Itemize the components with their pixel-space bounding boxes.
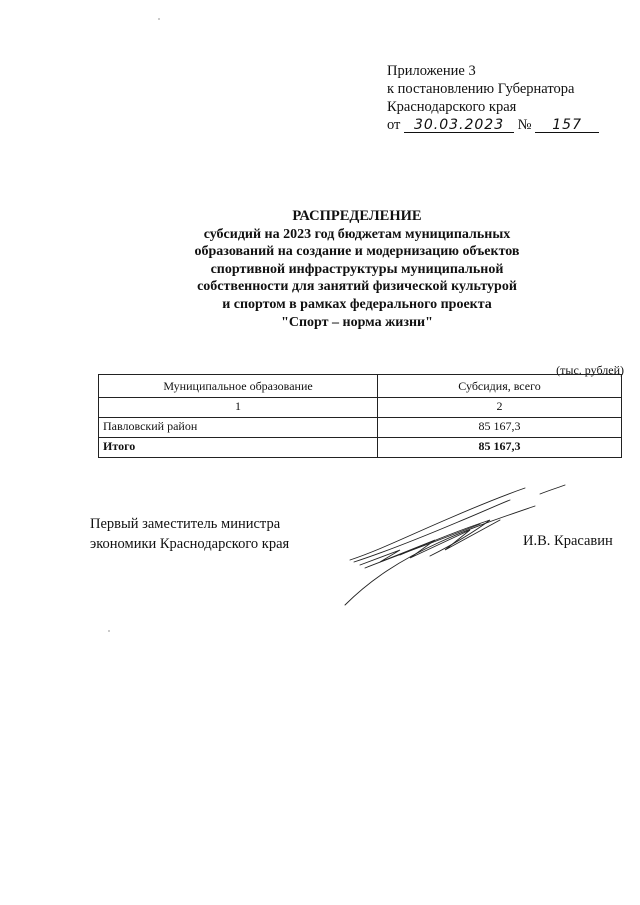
total-label: Итого (99, 438, 378, 458)
appendix-date-line (387, 116, 599, 134)
header-subsidy: Субсидия, всего (378, 375, 622, 398)
column-number: 2 (378, 398, 622, 418)
total-row (99, 438, 622, 458)
decree-date: 30.03.2023 (404, 118, 514, 133)
title-line: образований на создание и модернизацию объектов (194, 244, 520, 260)
subsidy-table (98, 374, 622, 458)
table-row (99, 418, 622, 438)
document-title (140, 208, 574, 331)
title-line: собственности для занятий физической культурой (197, 279, 517, 295)
column-number-row (99, 398, 622, 418)
signer-position-line: Первый заместитель министра (90, 516, 281, 532)
scan-speck (108, 630, 110, 632)
from-label: от (387, 117, 401, 133)
municipality-cell: Павловский район (99, 418, 378, 438)
appendix-title: Приложение 3 (387, 63, 476, 79)
appendix-block (387, 62, 599, 134)
signer-position-line: экономики Краснодарского края (90, 536, 290, 552)
subsidy-cell: 85 167,3 (378, 418, 622, 438)
column-number: 1 (99, 398, 378, 418)
appendix-region: Краснодарского края (387, 99, 517, 115)
header-municipality: Муниципальное образование (99, 375, 378, 398)
total-value: 85 167,3 (378, 438, 622, 458)
table-header-row (99, 375, 622, 398)
title-line: и спортом в рамках федерального проекта (222, 296, 492, 312)
title-heading: РАСПРЕДЕЛЕНИЕ (292, 208, 422, 224)
title-line: субсидий на 2023 год бюджетам муниципальных (203, 226, 511, 242)
decree-number: 157 (535, 118, 599, 133)
title-line: спортивной инфраструктуры муниципальной (210, 261, 504, 277)
appendix-reference: к постановлению Губернатора (387, 81, 575, 97)
signer-name: И.В. Красавин (523, 533, 613, 549)
scan-speck (158, 18, 160, 20)
number-label: № (517, 117, 532, 133)
signer-position (90, 514, 289, 554)
units-label: (тыс. рублей) (556, 363, 624, 377)
title-line: "Спорт – норма жизни" (281, 314, 433, 330)
